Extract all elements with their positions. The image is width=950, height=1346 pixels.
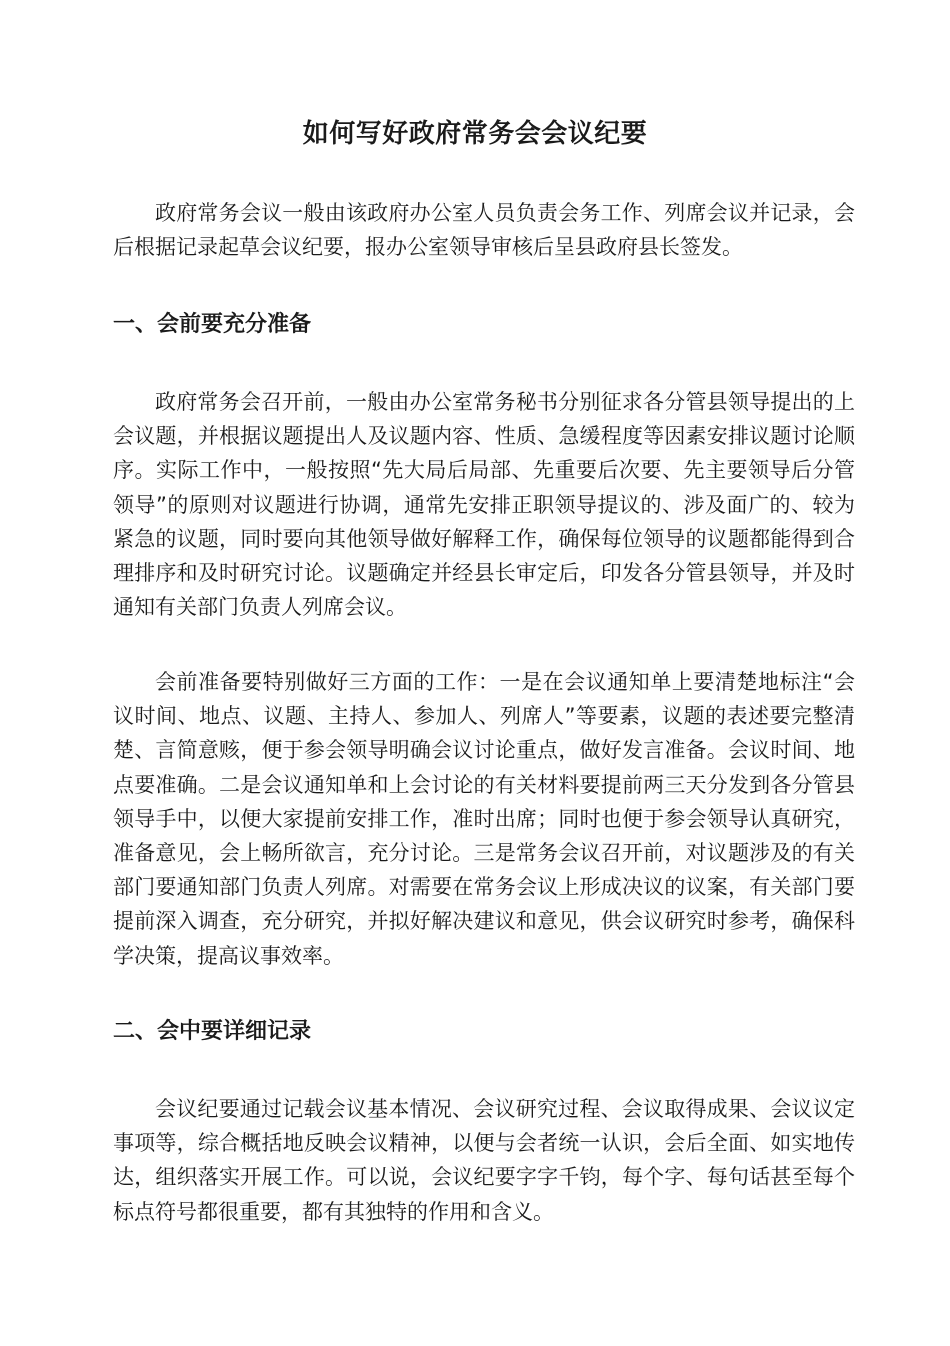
section-heading-preparation: 一、会前要充分准备 — [113, 312, 312, 337]
document-title: 如何写好政府常务会会议纪要 — [302, 119, 648, 149]
intro-paragraph: 政府常务会议一般由该政府办公室人员负责会务工作、列席会议并记录，会后根据记录起草会议纪要，报办公室领导审核后呈县政府县长签发。 — [113, 201, 855, 260]
section-2-paragraph-1: 会议纪要通过记载会议基本情况、会议研究过程、会议取得成果、会议议定事项等，综合概括地反映会议精神，以便与会者统一认识，会后全面、如实地传达，组织落实开展工作。可以说，会议纪要字字千钧，每个字、每句话甚至每个标点符号都很重要，都有其独特的作用和含义。 — [113, 1097, 855, 1224]
section-1-paragraph-1: 政府常务会召开前，一般由办公室常务秘书分别征求各分管县领导提出的上会议题，并根据议题提出人及议题内容、性质、急缓程度等因素安排议题讨论顺序。实际工作中，一般按照“先大局后局部、先重要后次要、先主要领导后分管领导”的原则对议题进行协调，通常先安排正职领导提议的、涉及面广的、较为紧急的议题，同时要向其他领导做好解释工作，确保每位领导的议题都能得到合理排序和及时研究讨论。议题确定并经县长审定后，印发各分管县领导，并及时通知有关部门负责人列席会议。 — [113, 390, 855, 620]
section-1-paragraph-2: 会前准备要特别做好三方面的工作：一是在会议通知单上要清楚地标注“会议时间、地点、议题、主持人、参加人、列席人”等要素，议题的表述要完整清楚、言简意赅，便于参会领导明确会议讨论重点，做好发言准备。会议时间、地点要准确。二是会议通知单和上会讨论的有关材料要提前两三天分发到各分管县领导手中，以便大家提前安排工作，准时出席；同时也便于参会领导认真研究，准备意见，会上畅所欲言，充分讨论。三是常务会议召开前，对议题涉及的有关部门要通知部门负责人列席。对需要在常务会议上形成决议的议案，有关部门要提前深入调查，充分研究，并拟好解决建议和意见，供会议研究时参考，确保科学决策，提高议事效率。 — [113, 670, 855, 968]
section-heading-recording: 二、会中要详细记录 — [113, 1019, 312, 1044]
